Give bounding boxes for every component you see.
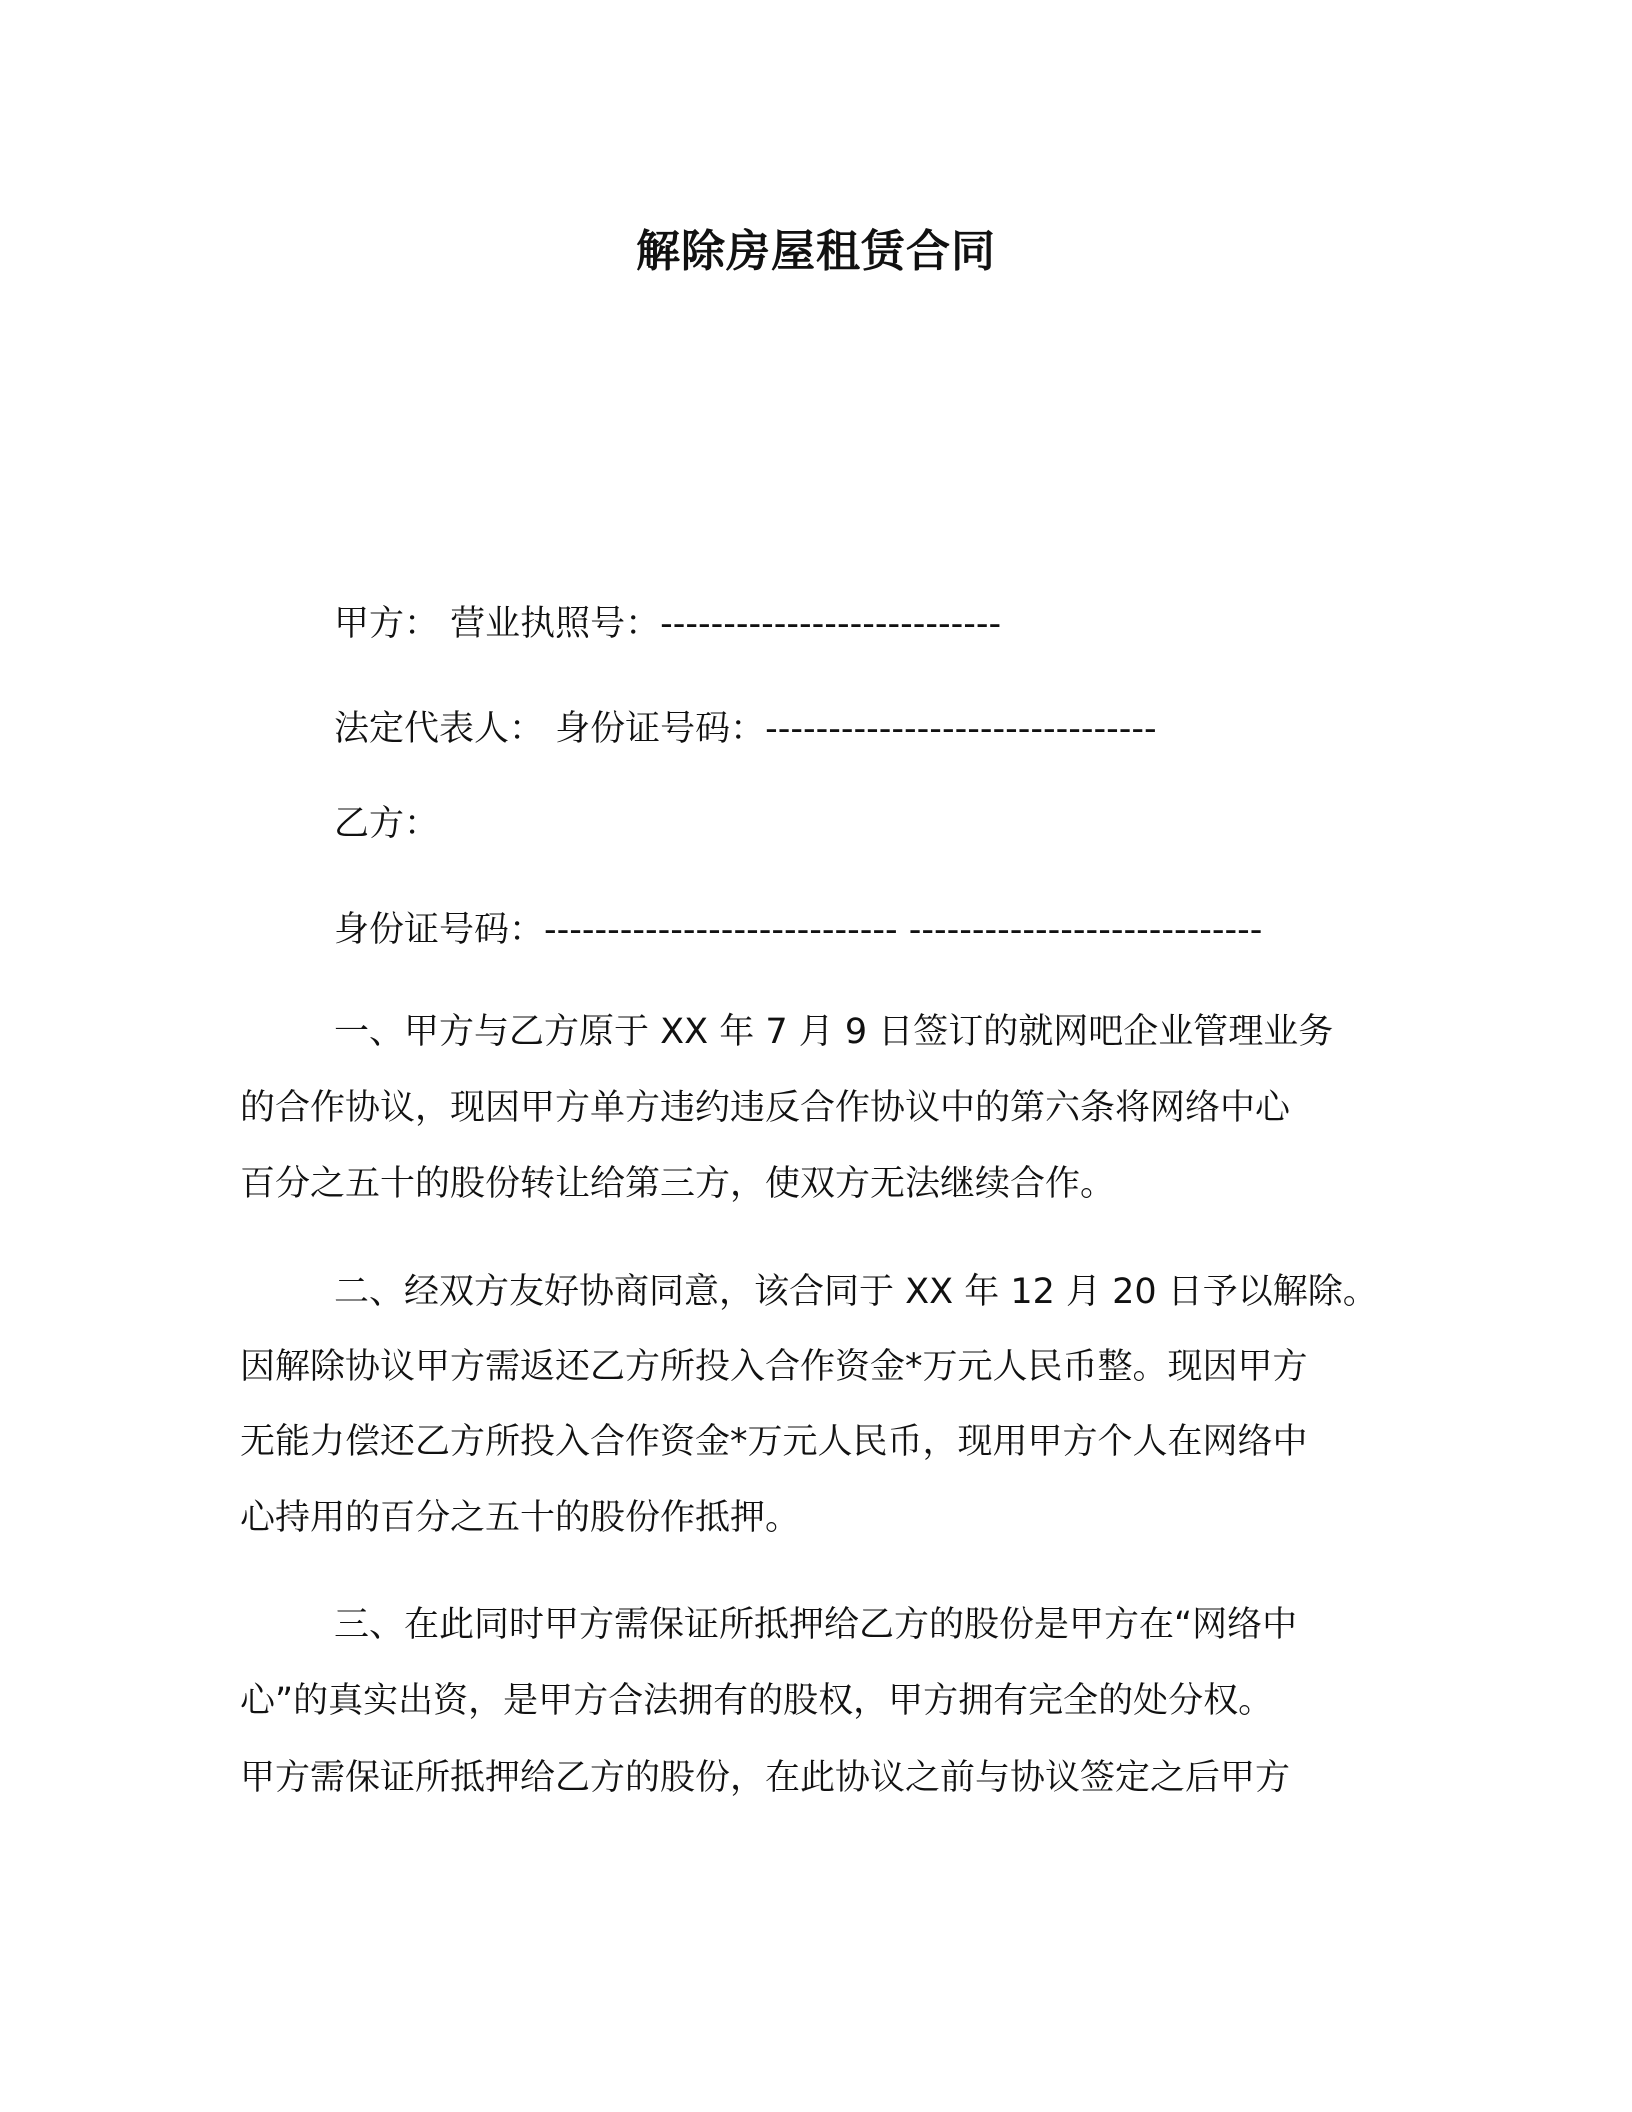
clause-3-line-3: 甲方需保证所抵押给乙方的股份，在此协议之前与协议签定之后甲方 [240, 1758, 1291, 1798]
clause-2-line-2: 因解除协议甲方需返还乙方所投入合作资金*万元人民币整。现因甲方 [240, 1347, 1308, 1387]
clause-1-line-1: 一、甲方与乙方原于 XX 年 7 月 9 日签订的就网吧企业管理业务 [334, 1012, 1334, 1052]
party-b-line: 乙方： [334, 804, 440, 844]
clause-1-line-2: 的合作协议，现因甲方单方违约违反合作协议中的第六条将网络中心 [240, 1088, 1291, 1128]
document-title: 解除房屋租赁合同 [636, 226, 996, 277]
legal-representative-line: 法定代表人： 身份证号码：------------------------------- [334, 709, 1157, 749]
clause-2-line-1: 二、经双方友好协商同意，该合同于 XX 年 12 月 20 日予以解除。 [334, 1272, 1378, 1312]
party-a-line: 甲方： 营业执照号：--------------------------- [334, 604, 1002, 644]
clause-2-line-3: 无能力偿还乙方所投入合作资金*万元人民币，现用甲方个人在网络中 [240, 1422, 1308, 1462]
clause-2-line-4: 心持用的百分之五十的股份作抵押。 [240, 1498, 801, 1538]
clause-1-line-3: 百分之五十的股份转让给第三方，使双方无法继续合作。 [240, 1164, 1116, 1204]
party-b-id-line: 身份证号码：---------------------------- ---------------------------- [334, 910, 1263, 950]
clause-3-line-1: 三、在此同时甲方需保证所抵押给乙方的股份是甲方在“网络中 [334, 1605, 1298, 1645]
clause-3-line-2: 心”的真实出资，是甲方合法拥有的股权，甲方拥有完全的处分权。 [240, 1681, 1274, 1721]
